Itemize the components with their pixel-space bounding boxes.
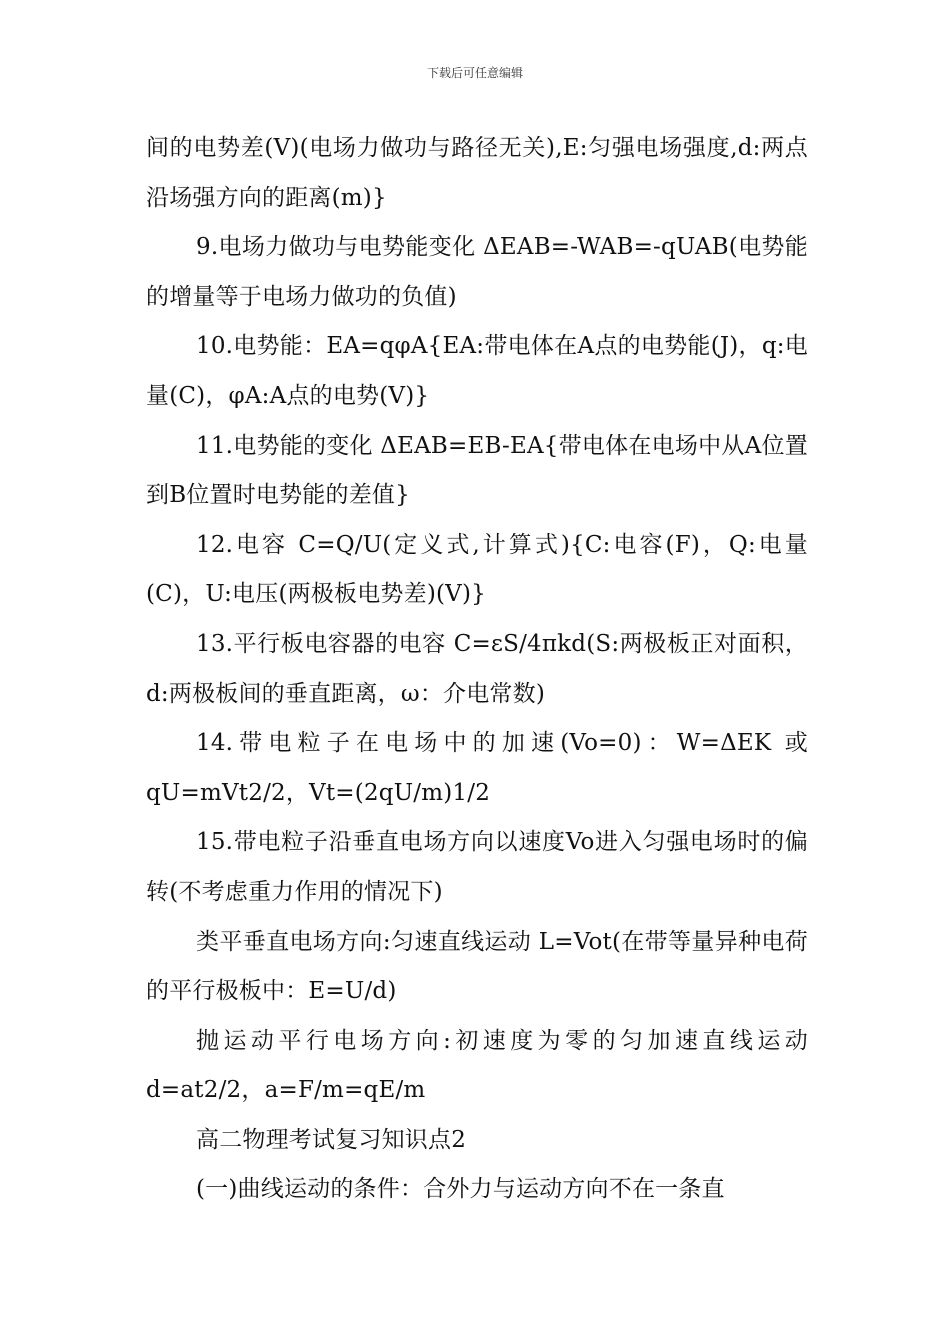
paragraph-parallel-motion: 抛运动平行电场方向:初速度为零的匀加速直线运动 d=at2/2，a=F/m=qE/m	[146, 1027, 808, 1104]
paragraph-item-12: 12.电容 C=Q/U(定义式,计算式){C:电容(F)，Q:电量(C)，U:电压(两极板电势差)(V)}	[146, 531, 808, 608]
paragraph-item-10: 10.电势能：EA=qφA{EA:带电体在A点的电势能(J)，q:电量(C)，φA:A点的电势(V)}	[146, 333, 808, 409]
paragraph-item-9: 9.电场力做功与电势能变化 ΔEAB=-WAB=-qUAB(电势能的增量等于电场力做功的负值)	[146, 234, 808, 310]
paragraph-item-11: 11.电势能的变化 ΔEAB=EB-EA{带电体在电场中从A位置到B位置时电势能的差值}	[146, 432, 808, 509]
page-header: 下载后可任意编辑	[426, 66, 523, 80]
document-body	[146, 124, 808, 1215]
paragraph-perpendicular-motion: 类平垂直电场方向:匀速直线运动 L=Vot(在带等量异种电荷的平行极板中：E=U/d)	[146, 928, 808, 1005]
paragraph-curve-motion: (一)曲线运动的条件：合外力与运动方向不在一条直	[196, 1176, 725, 1203]
paragraph-item-14: 14.带电粒子在电场中的加速(Vo=0)：W=ΔEK 或 qU=mVt2/2，Vt=(2qU/m)1/2	[146, 730, 808, 806]
paragraph-item-13: 13.平行板电容器的电容 C=εS/4πkd(S:两极板正对面积，d:两极板间的垂直距离，ω：介电常数)	[146, 630, 808, 707]
paragraph-item-15: 15.带电粒子沿垂直电场方向以速度Vo进入匀强电场时的偏转(不考虑重力作用的情况下)	[146, 829, 808, 905]
section-heading: 高二物理考试复习知识点2	[196, 1126, 467, 1153]
paragraph-continuation: 间的电势差(V)(电场力做功与路径无关),E:匀强电场强度,d:两点沿场强方向的距离(m)}	[146, 135, 808, 211]
